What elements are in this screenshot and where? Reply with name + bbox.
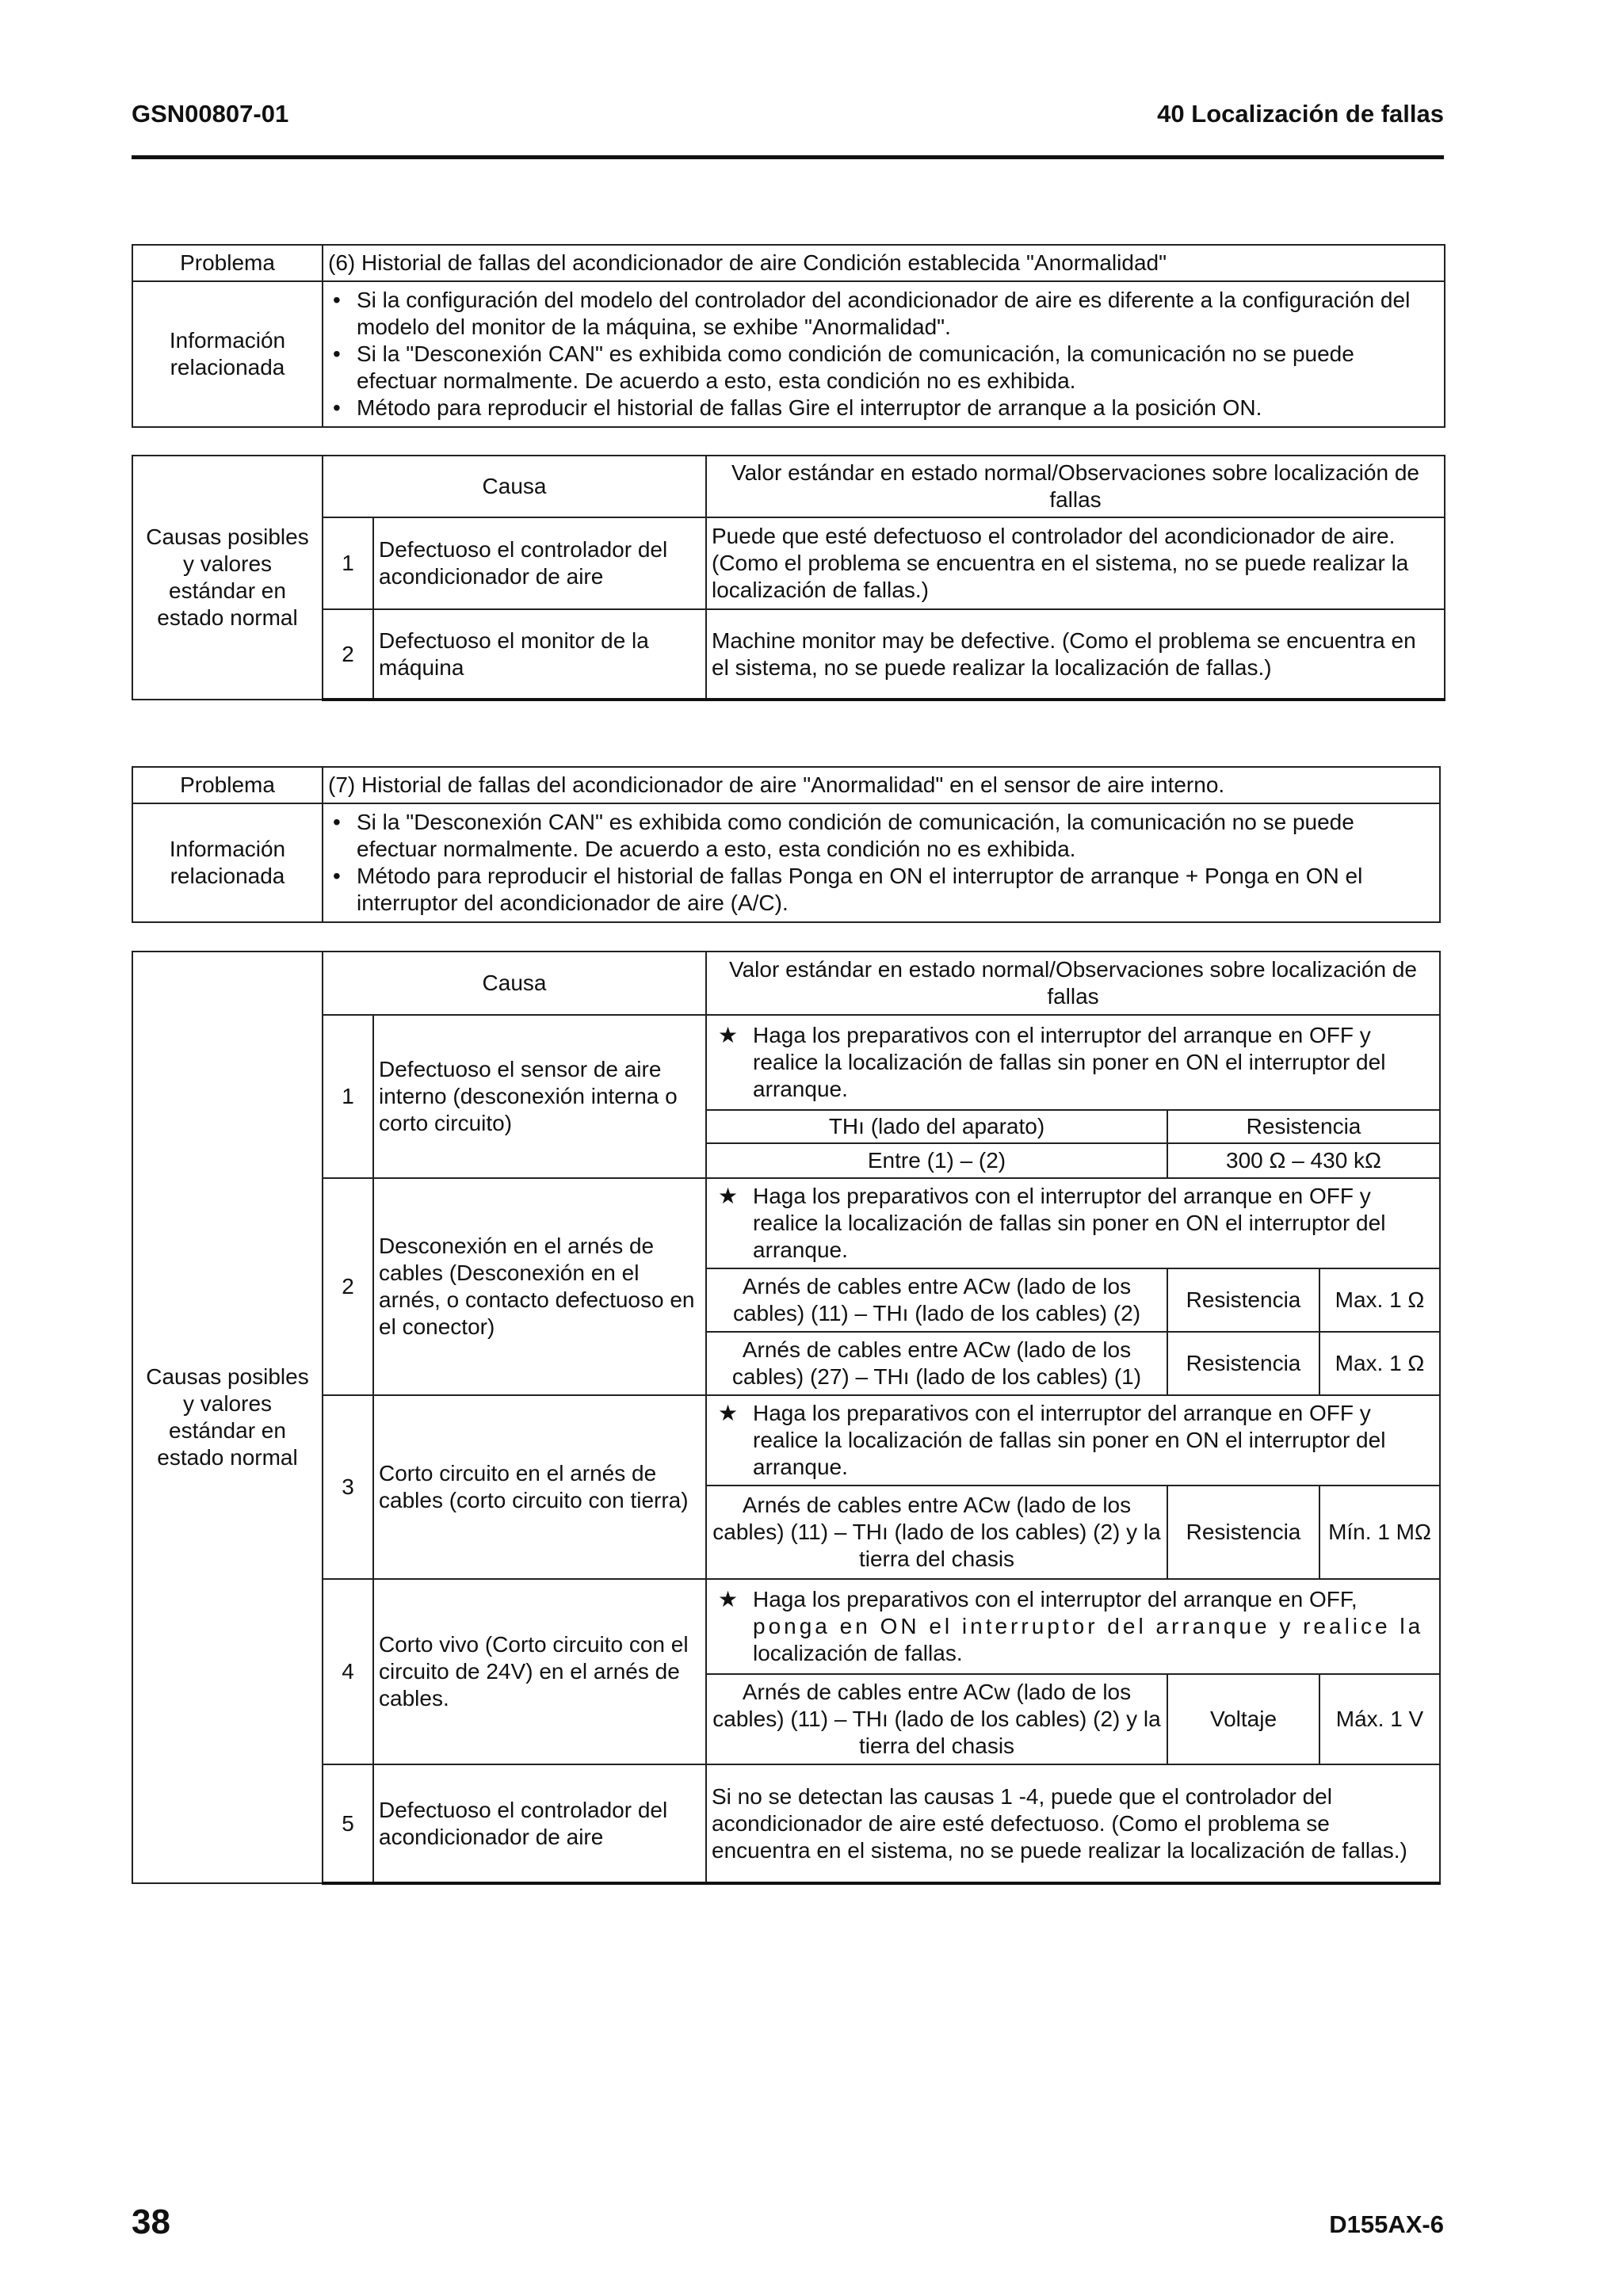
star-icon: ★ xyxy=(718,1023,739,1047)
prep-note xyxy=(706,1579,1440,1674)
problem-label: Problema xyxy=(132,767,323,803)
measure-item: Arnés de cables entre ACw (lado de los cables) (11) – THı (lado de los cables) (2) y la tierra del chasis xyxy=(706,1486,1167,1579)
prep-note-line: localización de fallas. xyxy=(753,1641,963,1665)
s6-cause-note: Machine monitor may be defective. (Como el problema se encuentra en el sistema, no se puede realizar la localización de fallas.) xyxy=(706,609,1445,700)
s6-cause-text: Defectuoso el controlador del acondicionador de aire xyxy=(373,517,706,609)
measure-type: Resistencia xyxy=(1167,1332,1319,1395)
measure-item: Arnés de cables entre ACw (lado de los cables) (11) – THı (lado de los cables) (2) y la tierra del chasis xyxy=(706,1674,1167,1764)
prep-note xyxy=(706,1395,1440,1486)
measure-type: Voltaje xyxy=(1167,1674,1319,1764)
prep-note xyxy=(706,1015,1440,1110)
s7-cause-text: Desconexión en el arnés de cables (Desconexión en el arnés, o contacto defectuoso en el conector) xyxy=(373,1178,706,1395)
model-code: D155AX-6 xyxy=(1329,2210,1444,2238)
s6-info-item-3: • Método para reproducir el historial de fallas Gire el interruptor de arranque a la posición ON. xyxy=(328,395,1439,421)
prep-note-text: Haga los preparativos con el interruptor del arranque en OFF y realice la localización de fallas sin poner en ON el interruptor del arranque. xyxy=(753,1184,1386,1262)
prep-note-text: Haga los preparativos con el interruptor del arranque en OFF y realice la localización de fallas sin poner en ON el interruptor del arranque. xyxy=(753,1023,1386,1101)
s6-cause-text: Defectuoso el monitor de la máquina xyxy=(373,609,706,700)
measure-item: Arnés de cables entre ACw (lado de los cables) (11) – THı (lado de los cables) (2) xyxy=(706,1268,1167,1332)
measure-value: Mín. 1 MΩ xyxy=(1319,1486,1440,1579)
s7-cause-text: Corto vivo (Corto circuito con el circuito de 24V) en el arnés de cables. xyxy=(373,1579,706,1764)
cause-header: Causa xyxy=(323,456,706,517)
s7-causes-table xyxy=(132,951,1441,1885)
s7-cause-number: 4 xyxy=(323,1579,373,1764)
star-icon: ★ xyxy=(718,1184,739,1208)
info-label: Información relacionada xyxy=(132,803,323,922)
page-header xyxy=(132,100,1444,159)
prep-note-line: Haga los preparativos con el interruptor del arranque en OFF, xyxy=(753,1587,1358,1611)
s7-info-item-2: • Método para reproducir el historial de fallas Ponga en ON el interruptor de arranque + Ponga en ON el interruptor del acondicionador de aire (A/C). xyxy=(328,863,1434,917)
section-title: 40 Localización de fallas xyxy=(1157,100,1444,128)
info-label: Información relacionada xyxy=(132,281,323,427)
s6-cause-note: Puede que esté defectuoso el controlador del acondicionador de aire. (Como el problema se encuentra en el sistema, no se puede realizar la localización de fallas.) xyxy=(706,517,1445,609)
s7-cause-number: 2 xyxy=(323,1178,373,1395)
measure-col-header: Resistencia xyxy=(1167,1110,1440,1143)
measure-item: Arnés de cables entre ACw (lado de los cables) (27) – THı (lado de los cables) (1) xyxy=(706,1332,1167,1395)
page-number: 38 xyxy=(132,2203,170,2241)
measure-value: Max. 1 Ω xyxy=(1319,1268,1440,1332)
measure-col-header: THı (lado del aparato) xyxy=(706,1110,1167,1143)
s7-cause-text: Defectuoso el sensor de aire interno (desconexión interna o corto circuito) xyxy=(373,1015,706,1178)
s6-info-item-2: • Si la "Desconexión CAN" es exhibida como condición de comunicación, la comunicación no se puede efectuar normalmente. De acuerdo a esto, esta condición no es exhibida. xyxy=(328,341,1439,395)
s6-info-cell xyxy=(323,281,1445,427)
cause-header: Causa xyxy=(323,952,706,1015)
s6-info-item-1: • Si la configuración del modelo del controlador del acondicionador de aire es diferente a la configuración del modelo del monitor de la máquina, se exhibe "Anormalidad". xyxy=(328,287,1439,341)
measure-item: Entre (1) – (2) xyxy=(706,1143,1167,1178)
s7-cause-number: 5 xyxy=(323,1764,373,1883)
s6-causes-table xyxy=(132,455,1445,701)
s6-problem-table xyxy=(132,244,1445,428)
s6-cause-number: 1 xyxy=(323,517,373,609)
standard-value-header: Valor estándar en estado normal/Observaciones sobre localización de fallas xyxy=(706,456,1445,517)
star-icon: ★ xyxy=(718,1401,739,1425)
s6-problem-text: (6) Historial de fallas del acondicionador de aire Condición establecida "Anormalidad" xyxy=(323,245,1445,281)
s7-cause-number: 3 xyxy=(323,1395,373,1579)
measure-value: Máx. 1 V xyxy=(1319,1674,1440,1764)
measure-type: Resistencia xyxy=(1167,1486,1319,1579)
measure-type: Resistencia xyxy=(1167,1268,1319,1332)
s7-cause-number: 1 xyxy=(323,1015,373,1178)
s7-problem-text: (7) Historial de fallas del acondicionador de aire "Anormalidad" en el sensor de aire interno. xyxy=(323,767,1440,803)
prep-note-line: ponga en ON el interruptor del arranque y realice la xyxy=(753,1614,1424,1638)
measure-value: Max. 1 Ω xyxy=(1319,1332,1440,1395)
causes-label: Causas posibles y valores estándar en estado normal xyxy=(132,456,323,700)
s7-cause-note: Si no se detectan las causas 1 -4, puede que el controlador del acondicionador de aire esté defectuoso. (Como el problema se encuentra en el sistema, no se puede realizar la localización de fallas.) xyxy=(706,1764,1440,1883)
prep-note xyxy=(706,1178,1440,1268)
s7-cause-text: Defectuoso el controlador del acondicionador de aire xyxy=(373,1764,706,1883)
s7-cause-text: Corto circuito en el arnés de cables (corto circuito con tierra) xyxy=(373,1395,706,1579)
s6-cause-number: 2 xyxy=(323,609,373,700)
standard-value-header: Valor estándar en estado normal/Observaciones sobre localización de fallas xyxy=(706,952,1440,1015)
s7-info-cell xyxy=(323,803,1440,922)
s7-problem-table xyxy=(132,766,1441,923)
star-icon: ★ xyxy=(718,1587,739,1611)
prep-note-text: Haga los preparativos con el interruptor del arranque en OFF y realice la localización de fallas sin poner en ON el interruptor del arranque. xyxy=(753,1401,1386,1479)
causes-label: Causas posibles y valores estándar en estado normal xyxy=(132,952,323,1883)
s7-info-item-1: • Si la "Desconexión CAN" es exhibida como condición de comunicación, la comunicación no se puede efectuar normalmente. De acuerdo a esto, esta condición no es exhibida. xyxy=(328,809,1434,863)
problem-label: Problema xyxy=(132,245,323,281)
document-code: GSN00807-01 xyxy=(132,100,289,128)
measure-value: 300 Ω – 430 kΩ xyxy=(1167,1143,1440,1178)
